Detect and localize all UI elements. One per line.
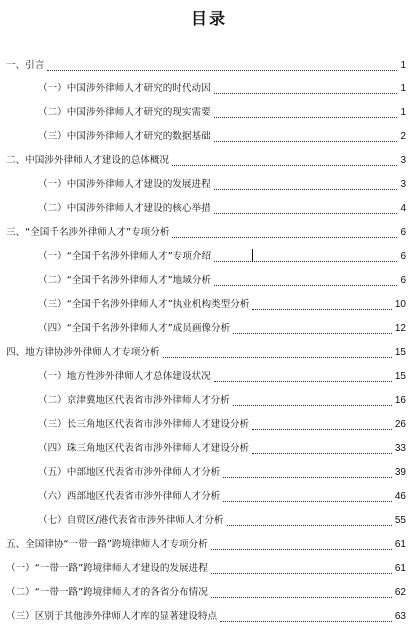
toc-entry-title: （三）中国涉外律师人才研究的数据基础 xyxy=(38,131,211,142)
toc-entry-page-number: 55 xyxy=(394,515,406,526)
toc-entry[interactable] xyxy=(38,393,406,409)
toc-entry[interactable] xyxy=(38,369,406,385)
toc-entry-title: （三）区别于其他涉外律师人才库的显著建设特点 xyxy=(6,611,218,622)
toc-entry[interactable] xyxy=(38,249,406,265)
toc-entry-page-number: 6 xyxy=(400,227,406,238)
toc-entry-title: （五）中部地区代表省市涉外律师人才分析 xyxy=(38,467,221,478)
toc-dot-leader xyxy=(211,549,392,550)
toc-entry-title: （四）“全国千名涉外律师人才”成员画像分析 xyxy=(38,323,231,334)
toc-entry-page-number: 1 xyxy=(400,60,406,71)
toc-entry-title: （一）“全国千名涉外律师人才”专项介绍 xyxy=(38,251,212,262)
toc-dot-leader xyxy=(214,117,398,118)
toc-entry-title: 四、地方律协涉外律师人才专项分析 xyxy=(6,347,160,358)
toc-entry[interactable] xyxy=(38,513,406,529)
toc-entry-page-number: 16 xyxy=(394,395,406,406)
toc-entry-page-number: 2 xyxy=(400,131,406,142)
toc-entry-title: 五、全国律协“一带一路”跨境律师人才专项分析 xyxy=(6,539,208,550)
toc-entry[interactable] xyxy=(38,177,406,193)
toc-entry-page-number: 6 xyxy=(400,275,406,286)
toc-dot-leader xyxy=(214,93,398,94)
toc-entry-title: （二）“一带一路”跨境律师人才的各省分布情况 xyxy=(6,587,208,598)
toc-entry[interactable] xyxy=(38,273,406,289)
toc-dot-leader xyxy=(214,189,398,190)
toc-dot-leader xyxy=(214,285,397,286)
toc-entry-page-number: 63 xyxy=(394,611,406,622)
toc-entry[interactable] xyxy=(38,321,406,337)
toc-dot-leader xyxy=(172,237,397,238)
toc-entry-title: （二）“全国千名涉外律师人才”地域分析 xyxy=(38,275,212,286)
toc-entry[interactable] xyxy=(38,105,406,121)
toc-entry[interactable] xyxy=(38,81,406,97)
toc-entry-page-number: 12 xyxy=(394,323,406,334)
toc-dot-leader xyxy=(214,213,398,214)
toc-entry-title: 一、引言 xyxy=(6,60,45,71)
toc-entry-page-number: 26 xyxy=(394,419,406,430)
toc-entry[interactable] xyxy=(6,561,406,577)
toc-entry-title: （二）京津冀地区代表省市涉外律师人才分析 xyxy=(38,395,230,406)
toc-entry[interactable] xyxy=(6,537,406,553)
toc-entry-page-number: 3 xyxy=(400,155,406,166)
toc-dot-leader xyxy=(214,261,397,262)
toc-entry-page-number: 4 xyxy=(400,203,406,214)
toc-entry-page-number: 6 xyxy=(400,251,406,262)
toc-dot-leader xyxy=(211,597,392,598)
toc-entry-title: （三）长三角地区代表省市涉外律师人才建设分析 xyxy=(38,419,250,430)
toc-dot-leader xyxy=(223,477,392,478)
toc-entry[interactable] xyxy=(38,201,406,217)
toc-entry-title: （二）中国涉外律师人才研究的现实需要 xyxy=(38,107,211,118)
toc-entry[interactable] xyxy=(38,465,406,481)
toc-dot-leader xyxy=(214,381,392,382)
toc-dot-leader xyxy=(227,525,392,526)
toc-entry-page-number: 39 xyxy=(394,467,406,478)
toc-entry[interactable] xyxy=(38,441,406,457)
toc-entry[interactable] xyxy=(38,417,406,433)
toc-entry-page-number: 62 xyxy=(394,587,406,598)
toc-entry-page-number: 3 xyxy=(400,179,406,190)
toc-dot-leader xyxy=(214,141,398,142)
toc-dot-leader xyxy=(233,333,392,334)
toc-dot-leader xyxy=(223,501,392,502)
toc-entry-page-number: 1 xyxy=(400,107,406,118)
toc-entry[interactable] xyxy=(6,585,406,601)
toc-entry-page-number: 15 xyxy=(394,347,406,358)
toc-entry-title: （六）西部地区代表省市涉外律师人才分析 xyxy=(38,491,221,502)
toc-entry-page-number: 1 xyxy=(400,83,406,94)
toc-entry-title: （一）地方性涉外律师人才总体建设状况 xyxy=(38,371,211,382)
toc-dot-leader xyxy=(252,309,391,310)
toc-dot-leader xyxy=(47,70,397,71)
toc-entry[interactable] xyxy=(6,58,406,74)
toc-entry[interactable] xyxy=(38,297,406,313)
toc-entry[interactable] xyxy=(6,153,406,169)
toc-dot-leader xyxy=(172,165,397,166)
toc-entry-title: （一）中国涉外律师人才建设的发展进程 xyxy=(38,179,211,190)
toc-entry-page-number: 15 xyxy=(394,371,406,382)
toc-entry-page-number: 61 xyxy=(394,539,406,550)
toc-dot-leader xyxy=(211,573,392,574)
toc-entry-title: （四）珠三角地区代表省市涉外律师人才建设分析 xyxy=(38,443,250,454)
toc-entry-title: （一）“一带一路”跨境律师人才建设的发展进程 xyxy=(6,563,208,574)
toc-entry-page-number: 33 xyxy=(394,443,406,454)
toc-entry-title: （一）中国涉外律师人才研究的时代动因 xyxy=(38,83,211,94)
toc-entry-page-number: 10 xyxy=(394,299,406,310)
toc-dot-leader xyxy=(252,453,392,454)
toc-dot-leader xyxy=(163,357,392,358)
toc-entry-page-number: 61 xyxy=(394,563,406,574)
toc-entry-title: 三、“全国千名涉外律师人才”专项分析 xyxy=(6,227,170,238)
toc-entry-title: （三）“全国千名涉外律师人才”执业机构类型分析 xyxy=(38,299,250,310)
toc-entry[interactable] xyxy=(6,225,406,241)
page-title: 目录 xyxy=(190,9,227,28)
toc-entry[interactable] xyxy=(6,345,406,361)
toc-entry[interactable] xyxy=(38,489,406,505)
toc-entry[interactable] xyxy=(6,609,406,625)
toc-entry-title: （七）自贸区/港代表省市涉外律师人才分析 xyxy=(38,515,224,526)
toc-dot-leader xyxy=(220,621,392,622)
toc-entry-title: （二）中国涉外律师人才建设的核心举措 xyxy=(38,203,211,214)
toc-dot-leader xyxy=(233,405,392,406)
toc-dot-leader xyxy=(252,429,392,430)
toc-entry-title: 二、中国涉外律师人才建设的总体概况 xyxy=(6,155,170,166)
text-cursor xyxy=(252,249,253,262)
toc-entry[interactable] xyxy=(38,129,406,145)
toc-entry-page-number: 46 xyxy=(394,491,406,502)
